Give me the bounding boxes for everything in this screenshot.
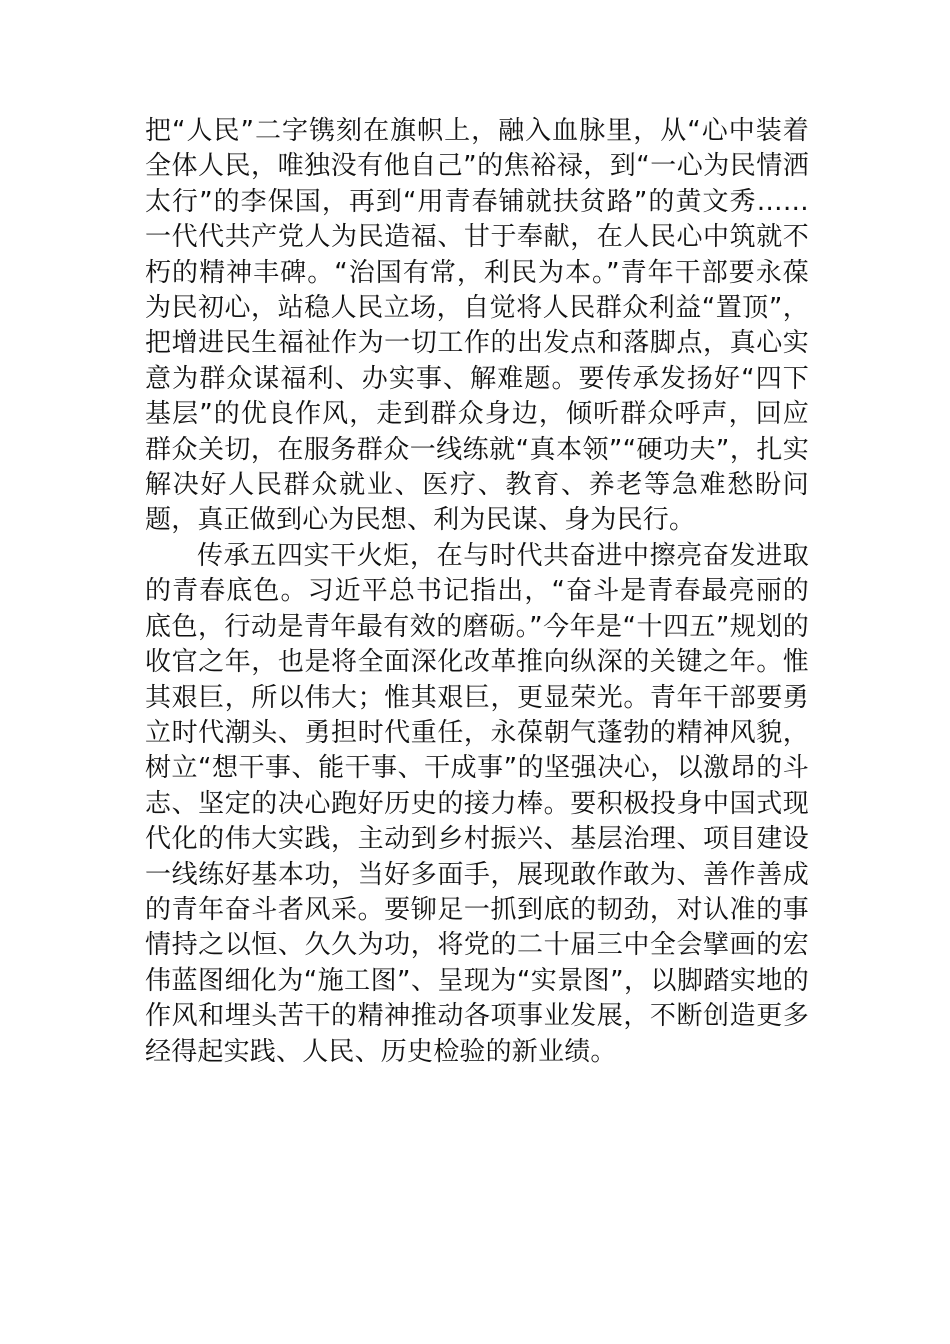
- paragraph-youth-struggle: 传承五四实干火炬，在与时代共奋进中擦亮奋发进取的青春底色。习近平总书记指出，“奋斗是青春最亮丽的底色，行动是青年最有效的磨砺。”今年是“十四五”规划的收官之年，也是将全面深化改革推向纵深的关键之年。惟其艰巨，所以伟大；惟其艰巨，更显荣光。青年干部要勇立时代潮头、勇担时代重任，永葆朝气蓬勃的精神风貌，树立“想干事、能干事、干成事”的坚强决心，以激昂的斗志、坚定的决心跑好历史的接力棒。要积极投身中国式现代化的伟大实践，主动到乡村振兴、基层治理、项目建设一线练好基本功，当好多面手，展现敢作敢为、善作善成的青年奋斗者风采。要铆足一抓到底的韧劲，对认准的事情持之以恒、久久为功，将党的二十届三中全会擘画的宏伟蓝图细化为“施工图”、呈现为“实景图”，以脚踏实地的作风和埋头苦干的精神推动各项事业发展，不断创造更多经得起实践、人民、历史检验的新业绩。: [145, 540, 809, 1067]
- paragraph-continued: 把“人民”二字镌刻在旗帜上，融入血脉里，从“心中装着全体人民，唯独没有他自己”的焦裕禄，到“一心为民情洒太行”的李保国，再到“用青春铺就扶贫路”的黄文秀……一代代共产党人为民造福、甘于奉献，在人民心中筑就不朽的精神丰碑。“治国有常，利民为本。”青年干部要永葆为民初心，站稳人民立场，自觉将人民群众利益“置顶”，把增进民生福祉作为一切工作的出发点和落脚点，真心实意为群众谋福利、办实事、解难题。要传承发扬好“四下基层”的优良作风，走到群众身边，倾听群众呼声，回应群众关切，在服务群众一线练就“真本领”“硬功夫”，扎实解决好人民群众就业、医疗、教育、养老等急难愁盼问题，真正做到心为民想、利为民谋、身为民行。: [145, 116, 809, 536]
- document-body: [145, 114, 809, 1070]
